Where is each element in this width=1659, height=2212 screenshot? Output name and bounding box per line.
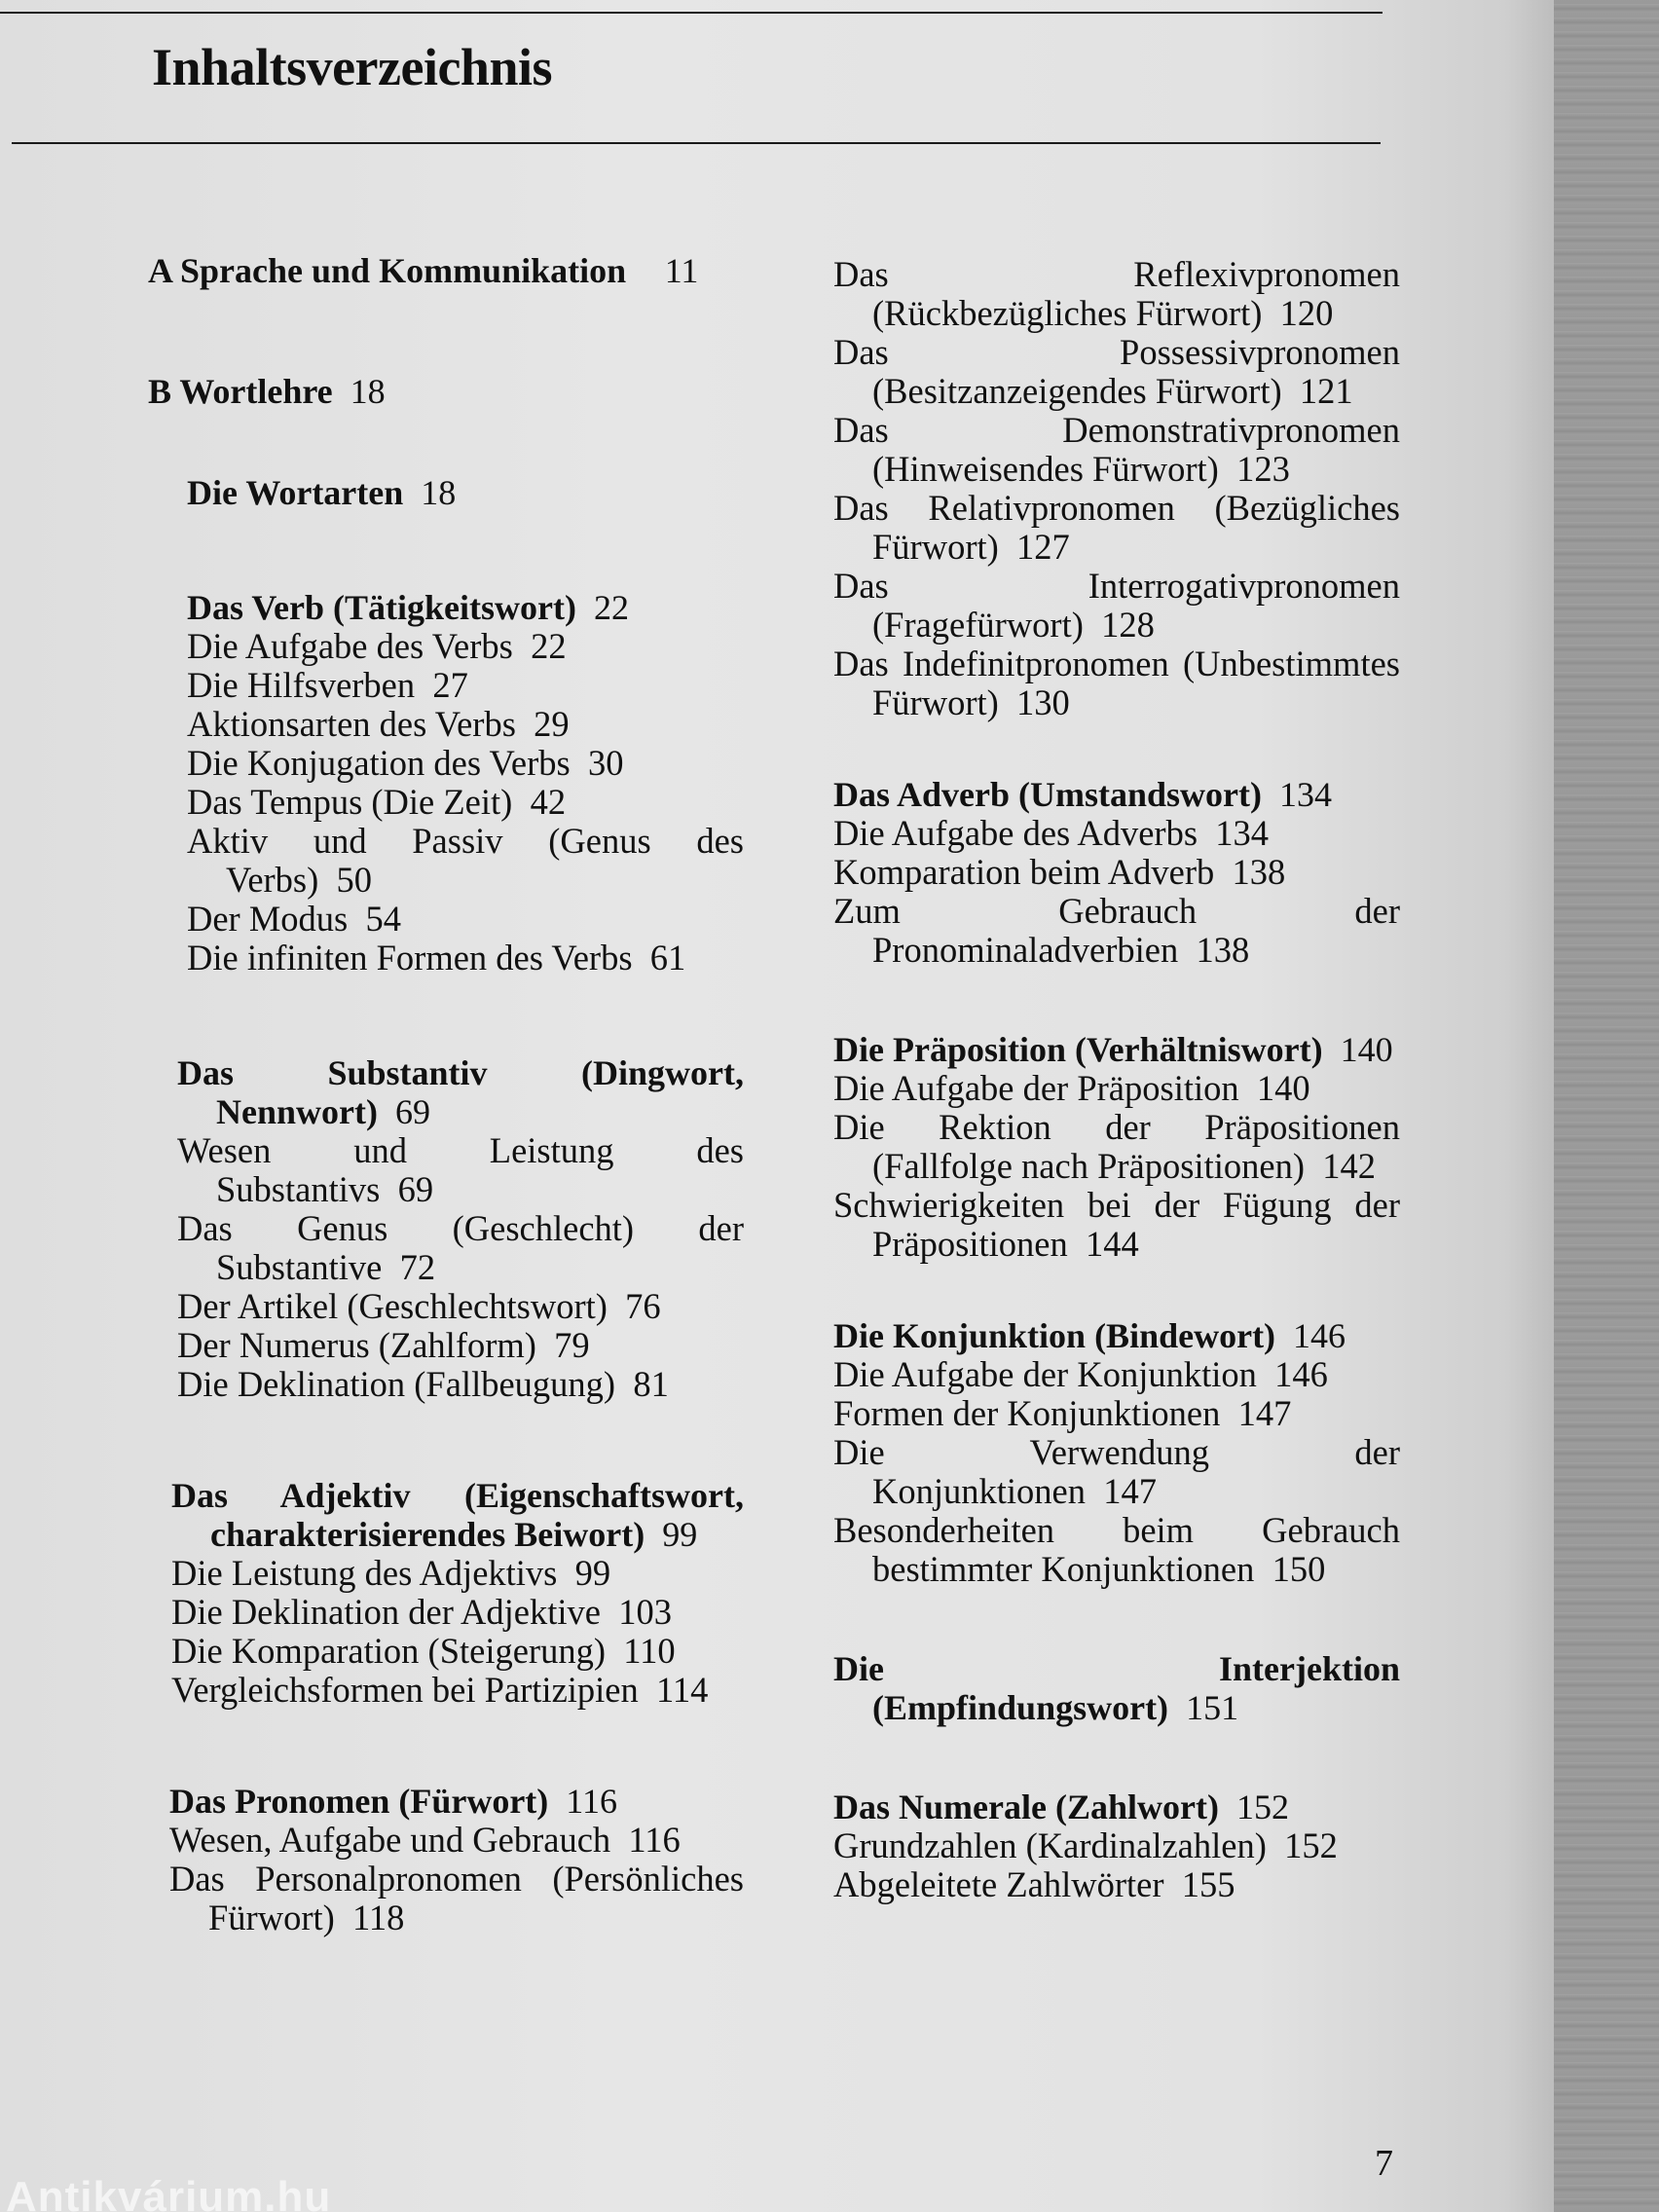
- toc-entry[interactable]: Die Deklination der Adjektive 103: [171, 1592, 672, 1632]
- section-heading[interactable]: Das Substantiv (Dingwort, Nennwort) 69: [177, 1053, 744, 1131]
- section-adverb: [833, 775, 1400, 970]
- toc-entry[interactable]: Die Rektion der Präpositionen (Fallfolge nach Präpositionen) 142: [833, 1107, 1400, 1186]
- section-heading[interactable]: Die Konjunktion (Bindewort) 146: [833, 1316, 1346, 1355]
- section-heading[interactable]: Das Adjektiv (Eigenschaftswort, charakterisierendes Beiwort) 99: [171, 1476, 744, 1554]
- toc-entry[interactable]: Die Komparation (Steigerung) 110: [171, 1631, 676, 1671]
- toc-entry[interactable]: Die Aufgabe des Adverbs 134: [833, 813, 1270, 853]
- toc-entry[interactable]: Der Numerus (Zahlform) 79: [177, 1325, 590, 1365]
- section-substantiv: [148, 1053, 744, 1404]
- toc-left-column: [148, 251, 744, 1937]
- toc-entry[interactable]: Die Aufgabe der Präposition 140: [833, 1068, 1310, 1108]
- toc-entry[interactable]: Das Interrogativpronomen (Fragefürwort) 128: [833, 566, 1400, 645]
- toc-entry[interactable]: Zum Gebrauch der Pronominaladverbien 138: [833, 891, 1400, 970]
- book-spine-edge: [1554, 0, 1659, 2212]
- toc-entry[interactable]: Das Possessivpronomen (Besitzanzeigendes Fürwort) 121: [833, 332, 1400, 411]
- toc-heading-a[interactable]: A Sprache und Kommunikation 11: [148, 251, 699, 290]
- toc-entry[interactable]: Komparation beim Adverb 138: [833, 852, 1286, 892]
- section-verb: [148, 588, 744, 977]
- toc-entry[interactable]: Das Demonstrativpronomen (Hinweisendes Fürwort) 123: [833, 410, 1400, 489]
- toc-entry[interactable]: Wesen und Leistung des Substantivs 69: [177, 1130, 744, 1209]
- toc-entry[interactable]: Der Modus 54: [187, 899, 401, 939]
- toc-entry[interactable]: Die Konjugation des Verbs 30: [187, 743, 624, 783]
- toc-entry[interactable]: Die Leistung des Adjektivs 99: [171, 1553, 611, 1593]
- page-title: Inhaltsverzeichnis: [152, 38, 553, 96]
- section-heading[interactable]: Das Adverb (Umstandswort) 134: [833, 775, 1332, 814]
- toc-entry[interactable]: Das Reflexivpronomen (Rückbezügliches Fürwort) 120: [833, 254, 1400, 333]
- toc-right-column: [833, 255, 1400, 1904]
- section-heading[interactable]: Das Pronomen (Fürwort) 116: [169, 1782, 617, 1821]
- toc-entry[interactable]: Wesen, Aufgabe und Gebrauch 116: [169, 1820, 681, 1860]
- section-pronomen: [148, 1782, 744, 1937]
- toc-heading-wortarten[interactable]: Die Wortarten 18: [187, 473, 457, 512]
- toc-entry[interactable]: Die Verwendung der Konjunktionen 147: [833, 1432, 1400, 1511]
- toc-entry[interactable]: Die Hilfsverben 27: [187, 665, 468, 705]
- toc-entry[interactable]: Das Relativpronomen (Bezügliches Fürwort) 127: [833, 488, 1400, 567]
- toc-entry[interactable]: Das Genus (Geschlecht) der Substantive 72: [177, 1208, 744, 1287]
- toc-entry[interactable]: Aktiv und Passiv (Genus des Verbs) 50: [187, 821, 744, 900]
- section-heading[interactable]: Das Verb (Tätigkeitswort) 22: [187, 588, 629, 627]
- toc-entry[interactable]: Schwierigkeiten bei der Fügung der Präpositionen 144: [833, 1185, 1400, 1264]
- section-interjektion: [833, 1649, 1400, 1727]
- section-praeposition: [833, 1030, 1400, 1264]
- toc-entry[interactable]: Formen der Konjunktionen 147: [833, 1393, 1292, 1433]
- toc-entry[interactable]: Die Deklination (Fallbeugung) 81: [177, 1364, 669, 1404]
- toc-entry[interactable]: Aktionsarten des Verbs 29: [187, 704, 570, 744]
- section-konjunktion: [833, 1316, 1400, 1589]
- toc-entry[interactable]: Das Indefinitpronomen (Unbestimmtes Fürwort) 130: [833, 644, 1400, 722]
- toc-entry[interactable]: Besonderheiten beim Gebrauch bestimmter Konjunktionen 150: [833, 1510, 1400, 1589]
- toc-entry[interactable]: Vergleichsformen bei Partizipien 114: [171, 1670, 709, 1710]
- toc-entry[interactable]: Das Tempus (Die Zeit) 42: [187, 782, 567, 822]
- section-numerale: [833, 1788, 1400, 1904]
- page-number: 7: [1375, 2143, 1393, 2184]
- section-pronomen-continued: [833, 255, 1400, 722]
- toc-entry[interactable]: Abgeleitete Zahlwörter 155: [833, 1864, 1235, 1904]
- title-underline: [12, 142, 1381, 144]
- section-heading[interactable]: Die Präposition (Verhältniswort) 140: [833, 1030, 1393, 1069]
- toc-entry[interactable]: Die Aufgabe der Konjunktion 146: [833, 1354, 1328, 1394]
- watermark: Antikvárium.hu: [6, 2173, 332, 2212]
- top-rule: [0, 12, 1382, 14]
- toc-entry[interactable]: Die infiniten Formen des Verbs 61: [187, 938, 686, 977]
- toc-entry[interactable]: Die Aufgabe des Verbs 22: [187, 626, 567, 666]
- section-adjektiv: [148, 1476, 744, 1710]
- section-heading[interactable]: Die Interjektion (Empfindungswort) 151: [833, 1649, 1400, 1727]
- section-heading[interactable]: Das Numerale (Zahlwort) 152: [833, 1788, 1289, 1826]
- toc-heading-b[interactable]: B Wortlehre 18: [148, 372, 386, 411]
- toc-entry[interactable]: Der Artikel (Geschlechtswort) 76: [177, 1286, 661, 1326]
- toc-entry[interactable]: Das Personalpronomen (Persönliches Fürwort) 118: [169, 1859, 744, 1937]
- toc-entry[interactable]: Grundzahlen (Kardinalzahlen) 152: [833, 1825, 1338, 1865]
